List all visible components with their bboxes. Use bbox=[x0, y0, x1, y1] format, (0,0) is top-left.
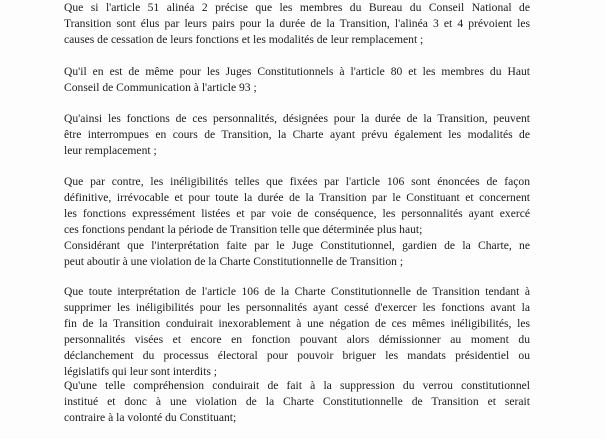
text-line: Transition sont élus par leurs pairs pour la durée de la Transition, l'alinéa 3 et 4 prévoient les bbox=[64, 17, 530, 30]
text-line: causes de cessation de leurs fonctions et les modalités de leur remplacement ; bbox=[64, 33, 424, 46]
text-line: être interrompues en cours de Transition, la Charte ayant prévu également les modalités de bbox=[64, 128, 530, 141]
text-line: Qu'ainsi les fonctions de ces personnalités, désignées pour la durée de la Transition, peuvent bbox=[64, 112, 530, 125]
text-line: Que par contre, les inéligibilités telles que fixées par l'article 106 sont énoncées de façon bbox=[64, 175, 530, 188]
paragraph-considerant bbox=[64, 238, 530, 270]
text-line: définitive, irrévocable et pour toute la durée de la Transition par le Constituant et concernent bbox=[64, 191, 530, 204]
text-line: supprimer les inéligibilités pour les personnalités ayant cessé d'exercer les fonctions avant la bbox=[64, 301, 530, 314]
text-line: les fonctions expressément listées et par voie de conséquence, les personnalités ayant exercé bbox=[64, 207, 530, 220]
text-line: institué et donc à une violation de la Charte Constitutionnelle de Transition et serait bbox=[64, 395, 530, 408]
text-line: Considérant que l'interprétation faite par le Juge Constitutionnel, gardien de la Charte, ne bbox=[64, 239, 530, 252]
text-line: leur remplacement ; bbox=[64, 144, 157, 157]
text-line: ces fonctions pendant la période de Transition telle que déterminée plus haut; bbox=[64, 223, 423, 236]
paragraph-verrou-constitutionnel bbox=[64, 378, 530, 426]
text-line: déclanchement du processus électoral pour pouvoir briguer les mandats présidentiel ou bbox=[64, 349, 530, 362]
paragraph-interpretation-article-106 bbox=[64, 284, 530, 380]
text-line: Qu'une telle compréhension conduirait de fait à la suppression du verrou constitutionnel bbox=[64, 379, 530, 392]
text-line: Conseil de Communication à l'article 93 ; bbox=[64, 81, 257, 94]
paragraph-fonctions-interrompues bbox=[64, 111, 530, 159]
text-line: personnalités visées et encore en fonction pouvant alors démissionner au moment du bbox=[64, 333, 530, 346]
text-line: Qu'il en est de même pour les Juges Constitutionnels à l'article 80 et les membres du Haut bbox=[64, 65, 530, 78]
text-line: législatifs qui leur sont interdits ; bbox=[64, 365, 217, 378]
text-line: Que si l'article 51 alinéa 2 précise que les membres du Bureau du Conseil National de bbox=[64, 1, 530, 14]
text-line: peut aboutir à une violation de la Charte Constitutionnelle de Transition ; bbox=[64, 255, 404, 268]
text-line: contraire à la volonté du Constituant; bbox=[64, 411, 237, 424]
paragraph-article-51 bbox=[64, 0, 530, 48]
text-line: Que toute interprétation de l'article 106 de la Charte Constitutionnelle de Transition tendant à bbox=[64, 285, 530, 298]
paragraph-juges-constitutionnels bbox=[64, 64, 530, 96]
text-line: fin de la Transition conduirait inexorablement à une négation de ces mêmes inéligibilités, les bbox=[64, 317, 530, 330]
paragraph-ineligibilites-article-106 bbox=[64, 174, 530, 238]
